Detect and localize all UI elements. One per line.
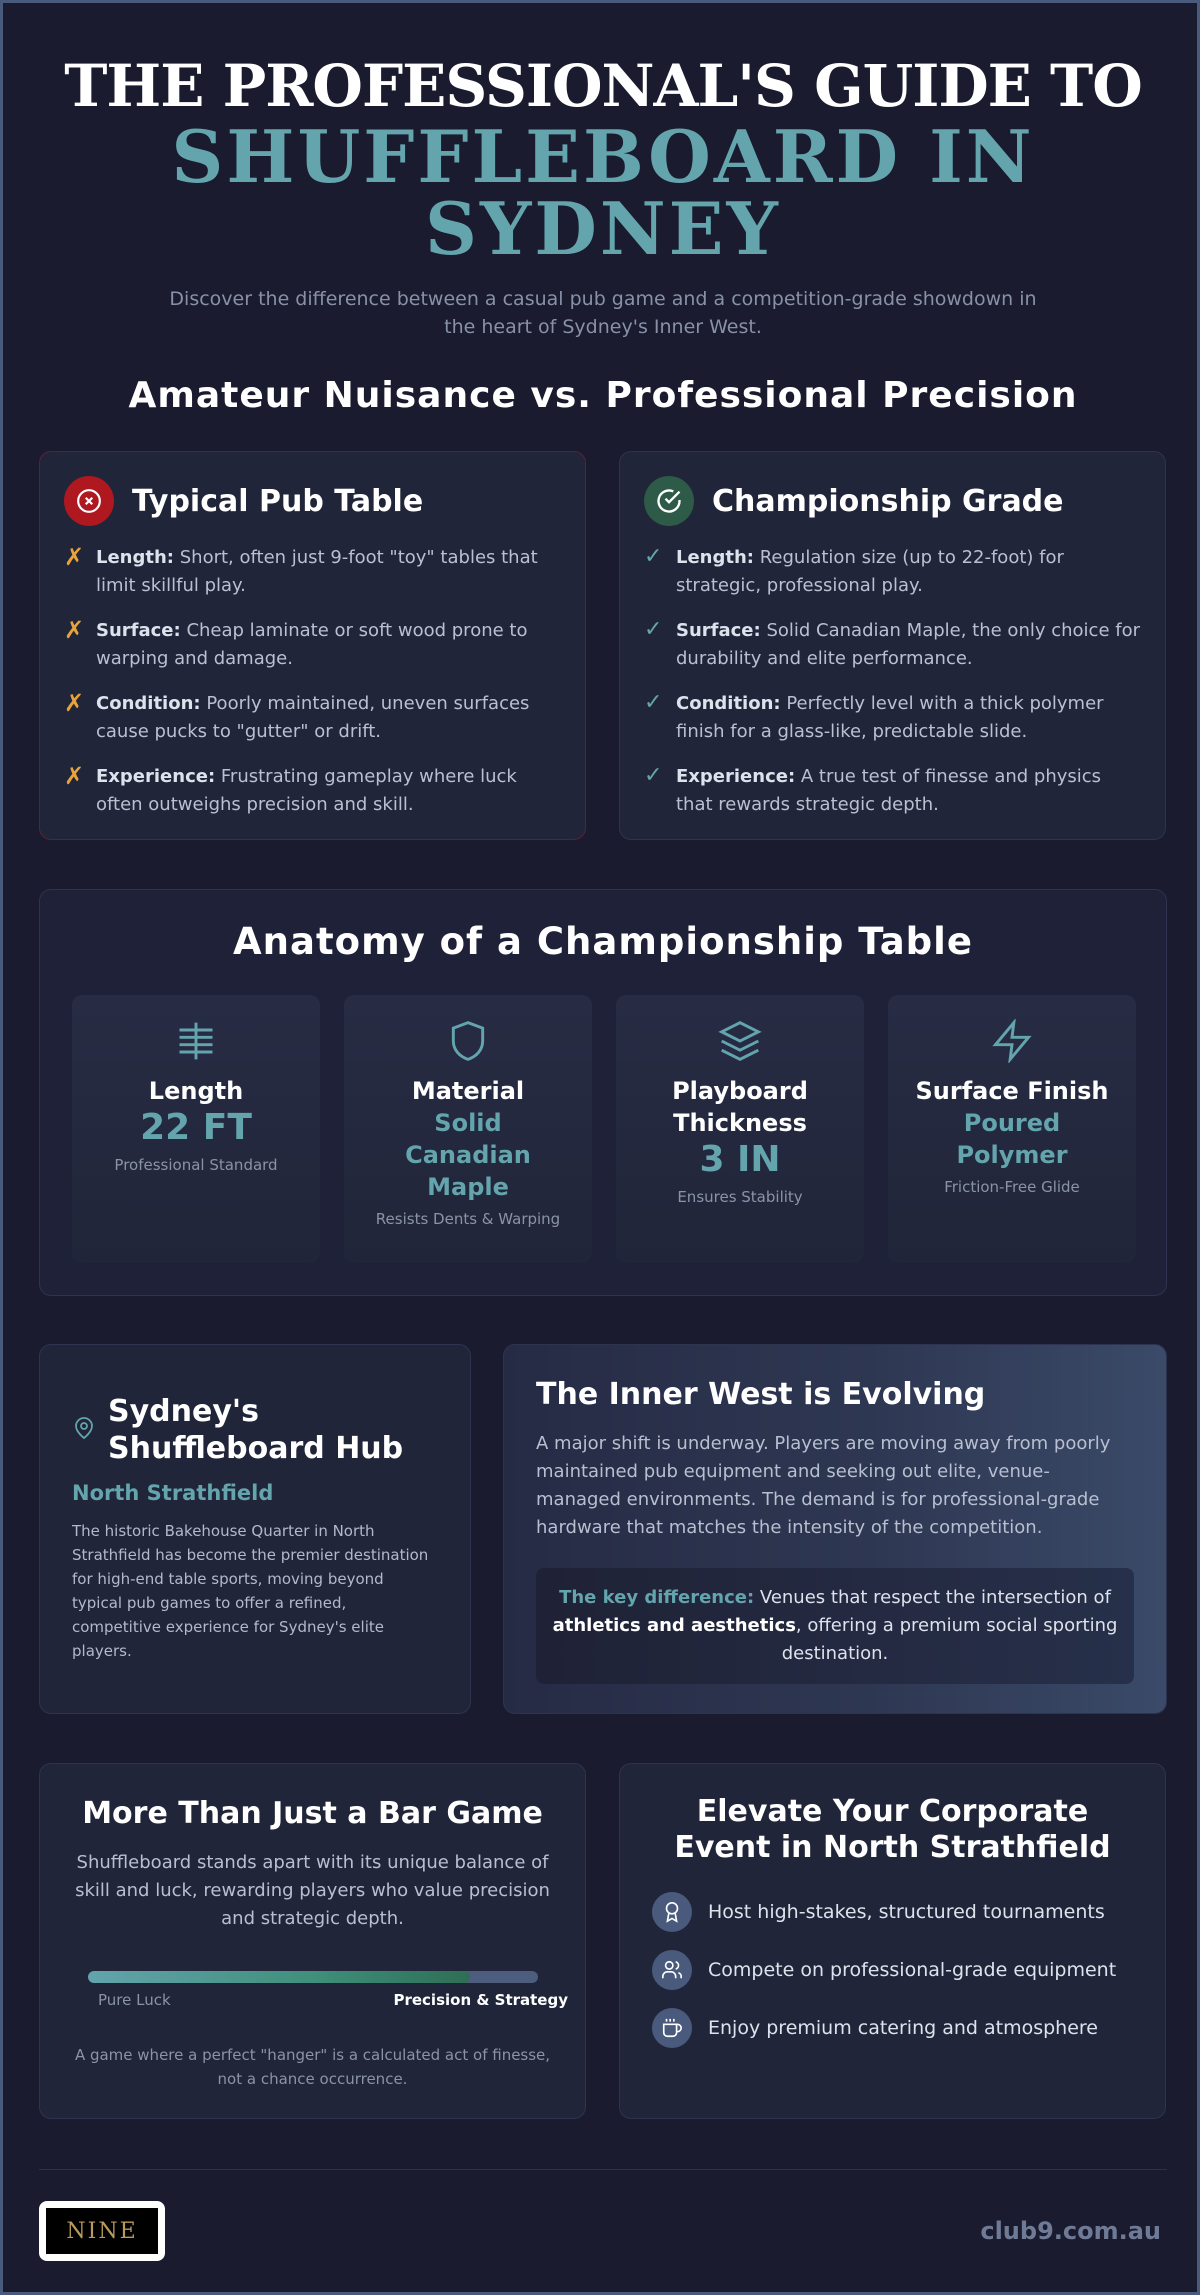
spec-note: Professional Standard	[114, 1156, 278, 1174]
item-label: Surface:	[676, 620, 761, 641]
shuffleboard-hub-card	[39, 1344, 471, 1714]
corporate-item-text: Enjoy premium catering and atmosphere	[708, 2017, 1099, 2039]
key-difference-box	[536, 1568, 1134, 1684]
footer-divider	[39, 2169, 1167, 2170]
check-circle-icon	[644, 476, 694, 526]
key-difference-emphasis: athletics and aesthetics	[552, 1615, 796, 1636]
item-text: Solid Canadian Maple, the only choice for durability and elite performance.	[676, 620, 1140, 669]
anatomy-section	[39, 889, 1167, 1296]
hero-title-line2: SHUFFLEBOARD IN SYDNEY	[171, 114, 1035, 271]
list-item	[64, 544, 561, 600]
meter-label-left: Pure Luck	[98, 1991, 171, 2009]
item-label: Length:	[96, 547, 174, 568]
spec-card-finish	[888, 995, 1136, 1263]
spec-label: Material	[411, 1077, 525, 1105]
coffee-icon	[652, 2008, 692, 2048]
users-icon	[652, 1950, 692, 1990]
spec-label: Length	[148, 1077, 244, 1105]
corporate-item-text: Compete on professional-grade equipment	[708, 1959, 1117, 1981]
club-logo[interactable]	[39, 2201, 165, 2261]
meter-fill	[88, 1971, 471, 1983]
lightning-icon	[888, 1019, 1136, 1067]
corporate-item-text: Host high-stakes, structured tournaments	[708, 1901, 1105, 1923]
check-icon: ✓	[644, 544, 663, 569]
item-text: Short, often just 9-foot "toy" tables that limit skillful play.	[96, 547, 538, 596]
list-item	[644, 763, 1141, 819]
hero-subtitle: Discover the difference between a casual pub game and a competition-grade showdown in the heart of Sydney's Inner West.	[169, 288, 1037, 338]
list-item	[644, 544, 1141, 600]
x-circle-icon	[64, 476, 114, 526]
item-label: Condition:	[676, 693, 781, 714]
spec-value: 22 FT	[140, 1107, 252, 1148]
spec-value: Solid Canadian Maple	[405, 1109, 531, 1201]
map-pin-icon	[72, 1416, 96, 1444]
hub-title: Sydney's Shuffleboard Hub	[108, 1394, 404, 1466]
item-label: Experience:	[96, 766, 216, 787]
spec-note: Resists Dents & Warping	[375, 1210, 561, 1228]
item-text: Frustrating gameplay where luck often outweighs precision and skill.	[96, 766, 517, 815]
list-item	[652, 1950, 1133, 1990]
list-item	[64, 617, 561, 673]
bar-game-card	[39, 1763, 586, 2119]
spec-card-thickness	[616, 995, 864, 1263]
check-icon: ✓	[644, 617, 663, 642]
award-icon	[652, 1892, 692, 1932]
spec-card-length	[72, 995, 320, 1263]
hub-description: The historic Bakehouse Quarter in North Strathfield has become the premier destination for high-end table sports, moving beyond typical pub games to offer a refined, competitive experience for Sydney's elite players.	[72, 1522, 429, 1660]
check-icon: ✓	[644, 763, 663, 788]
cross-icon: ✗	[64, 543, 85, 571]
item-label: Surface:	[96, 620, 181, 641]
list-item	[652, 1892, 1133, 1932]
cross-icon: ✗	[64, 616, 85, 644]
key-difference-text: Venues that respect the intersection of	[754, 1587, 1111, 1608]
hero-title-line1: THE PROFESSIONAL'S GUIDE TO	[64, 52, 1142, 120]
list-item	[644, 617, 1141, 673]
inner-west-card	[503, 1344, 1167, 1714]
spec-label: Surface Finish	[915, 1077, 1109, 1105]
corporate-event-card	[619, 1763, 1166, 2119]
spec-value: Poured Polymer	[956, 1109, 1068, 1169]
item-text: A true test of finesse and physics that rewards strategic depth.	[676, 766, 1102, 815]
spec-note: Ensures Stability	[677, 1188, 803, 1206]
evolve-description: A major shift is underway. Players are moving away from poorly maintained pub equipment and seeking out elite, venue-managed environments. The demand is for professional-grade hardware that matches the intensity of the competition.	[536, 1433, 1111, 1538]
bar-game-description: Shuffleboard stands apart with its unique balance of skill and luck, rewarding players who value precision and strategic depth.	[75, 1852, 550, 1929]
list-item	[652, 2008, 1133, 2048]
corporate-title: Elevate Your Corporate Event in North Strathfield	[674, 1794, 1111, 1865]
item-text: Poorly maintained, uneven surfaces cause pucks to "gutter" or drift.	[96, 693, 530, 742]
shield-icon	[344, 1019, 592, 1067]
pub-table-title: Typical Pub Table	[132, 483, 424, 519]
layers-icon	[616, 1019, 864, 1067]
comparison-title: Amateur Nuisance vs. Professional Precision	[128, 375, 1078, 416]
championship-card	[619, 451, 1166, 840]
item-label: Condition:	[96, 693, 201, 714]
key-difference-text-end: , offering a premium social sporting destination.	[781, 1615, 1118, 1664]
spec-note: Friction-Free Glide	[944, 1178, 1080, 1196]
hero	[3, 51, 1200, 341]
website-link[interactable]: club9.com.au	[980, 2217, 1161, 2245]
anatomy-title: Anatomy of a Championship Table	[233, 920, 973, 963]
spec-card-material	[344, 995, 592, 1263]
evolve-title: The Inner West is Evolving	[536, 1377, 986, 1412]
hub-location: North Strathfield	[72, 1481, 274, 1505]
item-label: Length:	[676, 547, 754, 568]
list-item	[64, 690, 561, 746]
item-text: Regulation size (up to 22-foot) for strategic, professional play.	[676, 547, 1064, 596]
spec-label: Playboard Thickness	[672, 1077, 808, 1137]
key-difference-label: The key difference:	[559, 1587, 755, 1608]
list-item	[64, 763, 561, 819]
list-item	[644, 690, 1141, 746]
spec-value: 3 IN	[699, 1139, 781, 1180]
pub-table-card	[39, 451, 586, 840]
meter-label-right: Precision & Strategy	[393, 1991, 568, 2009]
item-text: Perfectly level with a thick polymer finish for a glass-like, predictable slide.	[676, 693, 1104, 742]
item-label: Experience:	[676, 766, 796, 787]
cross-icon: ✗	[64, 762, 85, 790]
championship-title: Championship Grade	[712, 483, 1064, 519]
logo-text: NINE	[46, 2208, 158, 2254]
ruler-icon	[72, 1019, 320, 1067]
check-icon: ✓	[644, 690, 663, 715]
bar-game-title: More Than Just a Bar Game	[82, 1796, 543, 1831]
cross-icon: ✗	[64, 689, 85, 717]
item-text: Cheap laminate or soft wood prone to warping and damage.	[96, 620, 528, 669]
bar-game-note: A game where a perfect "hanger" is a calculated act of finesse, not a chance occurrence.	[74, 2046, 551, 2088]
luck-skill-meter	[88, 1971, 538, 1983]
